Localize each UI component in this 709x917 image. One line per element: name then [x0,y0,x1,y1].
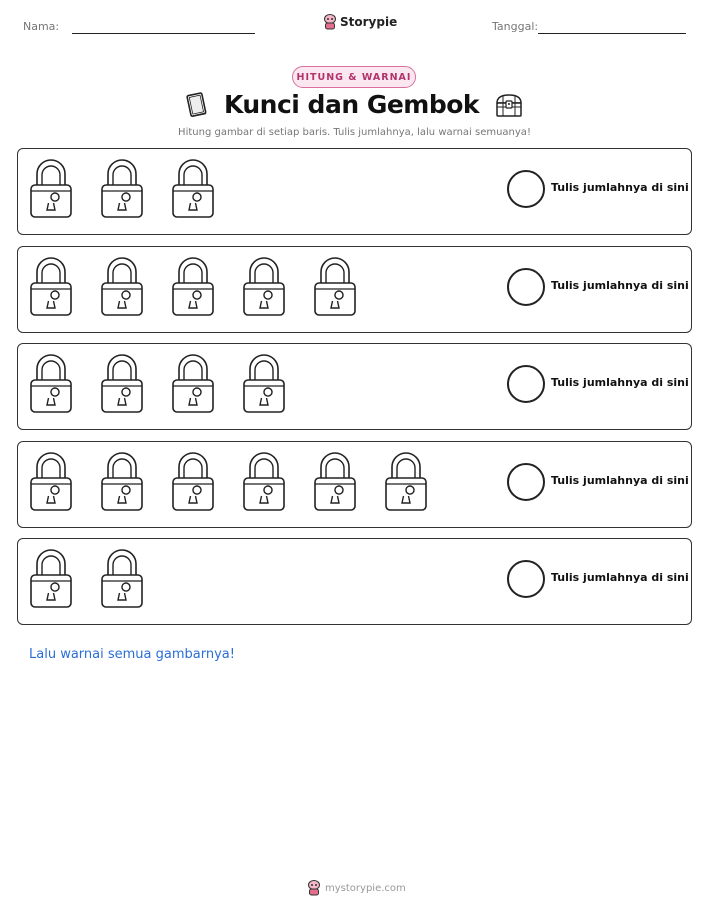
padlock-icon [30,257,72,317]
padlock-icon [30,159,72,219]
padlock-icon [314,257,356,317]
padlock-icon [314,452,356,512]
answer-circle[interactable] [507,365,545,403]
padlock-icon [101,452,143,512]
padlock-icon [101,549,143,609]
counting-row [17,246,692,333]
name-line[interactable] [72,33,255,34]
coloring-instruction: Lalu warnai semua gambarnya! [29,647,235,662]
counting-row [17,148,692,235]
answer-label: Tulis jumlahnya di sini [551,473,689,487]
padlock-icon [101,354,143,414]
padlock-icon [243,452,285,512]
page-title: Kunci dan Gembok [223,90,480,119]
answer-label: Tulis jumlahnya di sini [551,571,689,584]
counting-row [17,538,692,625]
counting-row [17,343,692,430]
answer-circle[interactable] [507,268,545,306]
treasure-chest-icon [493,91,525,119]
answer-label: Tulis jumlahnya di sini [551,278,689,292]
storypie-mascot-icon [307,880,321,896]
padlock-icon [30,549,72,609]
padlock-icon [30,452,72,512]
padlock-icon [243,354,285,414]
instructions: Hitung gambar di setiap baris. Tulis jumlahnya, lalu warnai semuanya! [178,127,531,138]
title-row [0,90,709,119]
name-label: Nama: [23,20,60,33]
padlock-icon [172,354,214,414]
footer [307,880,406,896]
answer-circle[interactable] [507,463,545,501]
date-label: Tanggal: [492,20,539,33]
padlock-icon [243,257,285,317]
brand-logo [323,14,397,30]
answer-circle[interactable] [507,560,545,598]
answer-circle[interactable] [507,170,545,208]
answer-label: Tulis jumlahnya di sini [551,181,689,194]
padlock-icon [30,354,72,414]
padlock-icon [101,257,143,317]
category-badge: HITUNG & WARNAI [292,66,416,88]
brand-name: Storypie [340,15,398,29]
date-line[interactable] [538,33,686,34]
footer-site: mystorypie.com [325,882,406,894]
padlock-icon [385,452,427,512]
storypie-mascot-icon [323,14,337,30]
book-icon [184,91,210,119]
padlock-icon [172,159,214,219]
padlock-icon [172,257,214,317]
padlock-icon [172,452,214,512]
padlock-icon [101,159,143,219]
counting-row [17,441,692,528]
answer-label: Tulis jumlahnya di sini [551,376,689,389]
